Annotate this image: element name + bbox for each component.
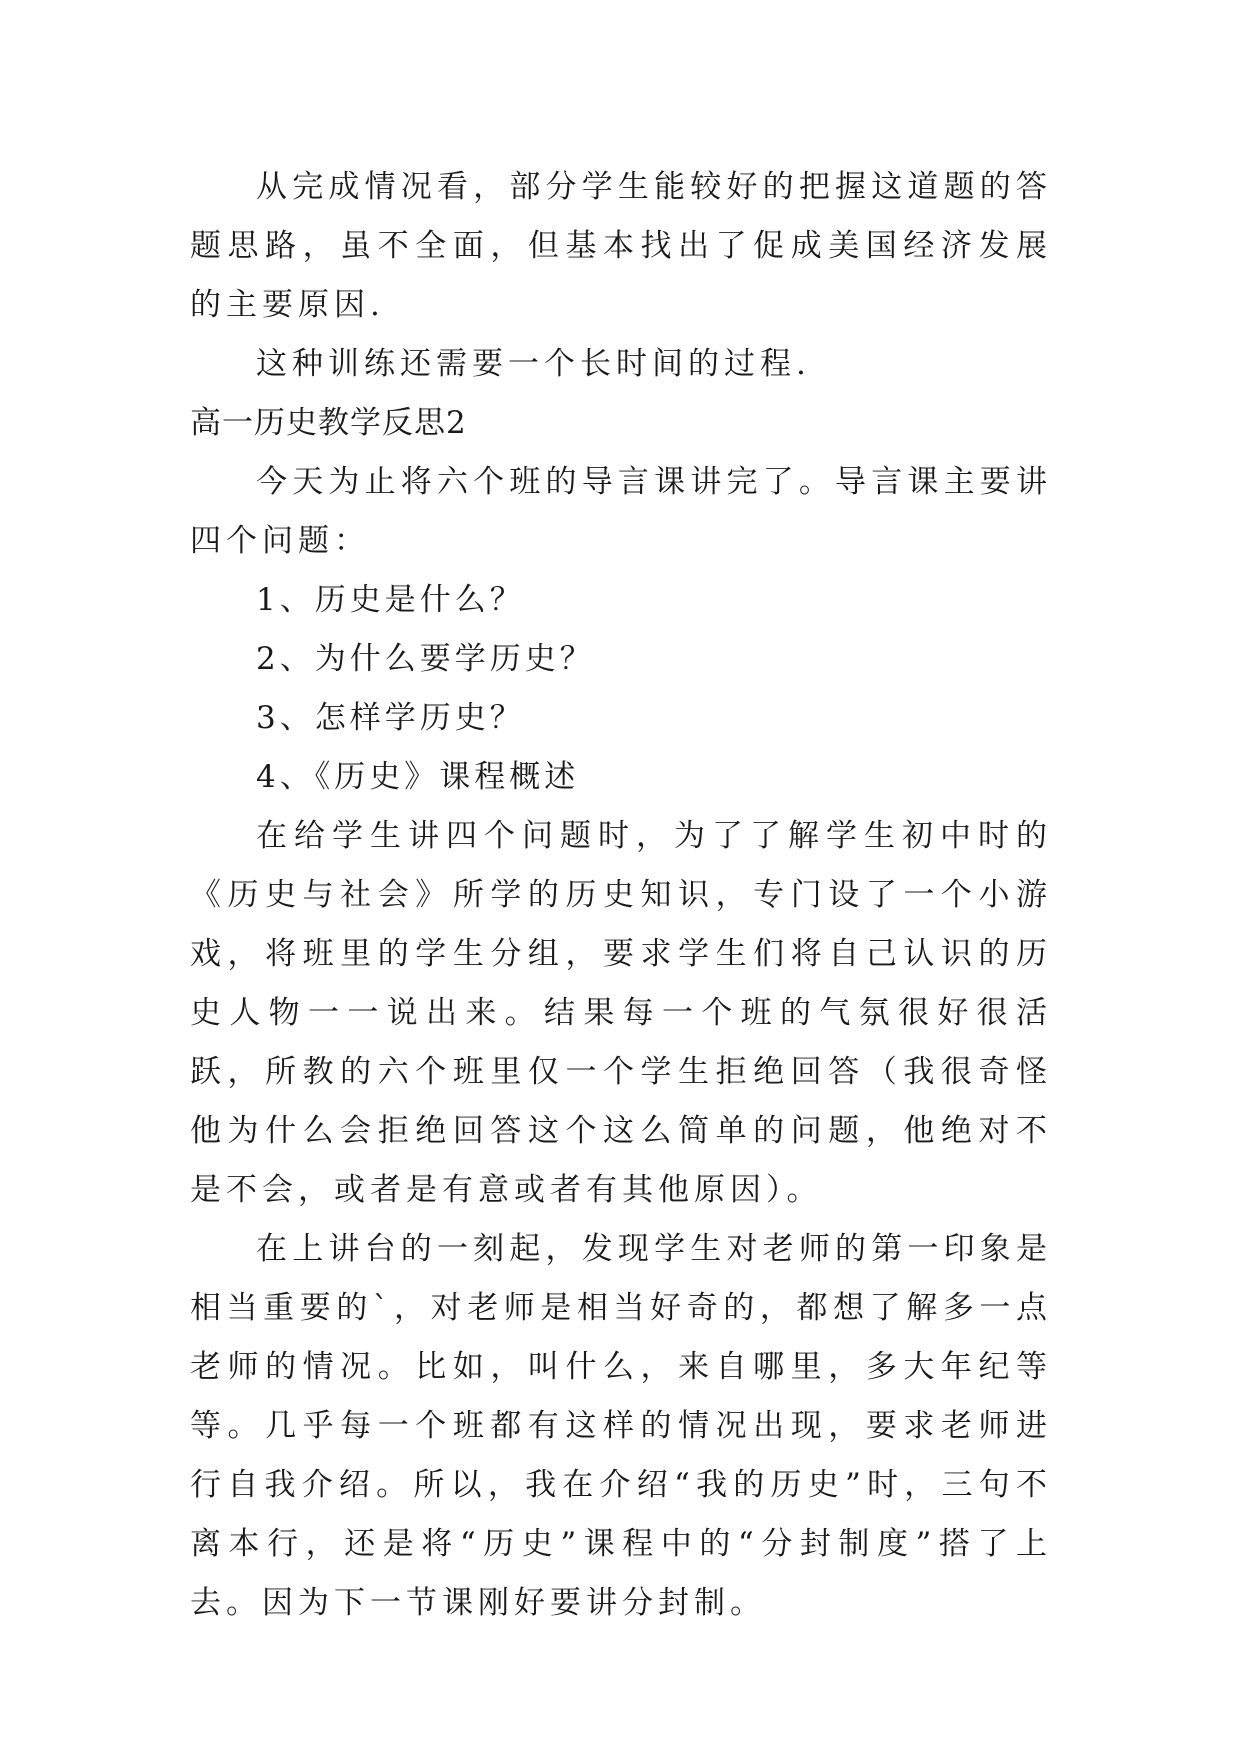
document-body: [190, 158, 1052, 1633]
section-heading: 高一历史教学反思2: [190, 405, 467, 441]
paragraph-completion-summary: 从完成情况看，部分学生能较好的把握这道题的答题思路，虽不全面，但基本找出了促成美国经济发展的主要原因.: [190, 169, 1052, 323]
list-item-2: 2、为什么要学历史？: [256, 641, 595, 677]
paragraph-training-note: 这种训练还需要一个长时间的过程.: [256, 346, 811, 382]
list-item-1: 1、历史是什么？: [256, 582, 525, 618]
paragraph-intro: 今天为止将六个班的导言课讲完了。导言课主要讲四个问题：: [190, 464, 1052, 559]
paragraph-game-activity: 在给学生讲四个问题时，为了了解学生初中时的《历史与社会》所学的历史知识，专门设了一个小游戏，将班里的学生分组，要求学生们将自己认识的历史人物一一说出来。结果每一个班的气氛很好很活跃，所教的六个班里仅一个学生拒绝回答（我很奇怪他为什么会拒绝回答这个这么简单的问题，他绝对不是不会，或者是有意或者有其他原因）。: [190, 818, 1052, 1208]
list-item-3: 3、怎样学历史？: [256, 700, 525, 736]
list-item-4: 4、《历史》课程概述: [256, 759, 580, 795]
paragraph-first-impression: 在上讲台的一刻起，发现学生对老师的第一印象是相当重要的`，对老师是相当好奇的，都想了解多一点老师的情况。比如，叫什么，来自哪里，多大年纪等等。几乎每一个班都有这样的情况出现，要求老师进行自我介绍。所以，我在介绍“我的历史”时，三句不离本行，还是将“历史”课程中的“分封制度”搭了上去。因为下一节课刚好要讲分封制。: [190, 1231, 1052, 1621]
